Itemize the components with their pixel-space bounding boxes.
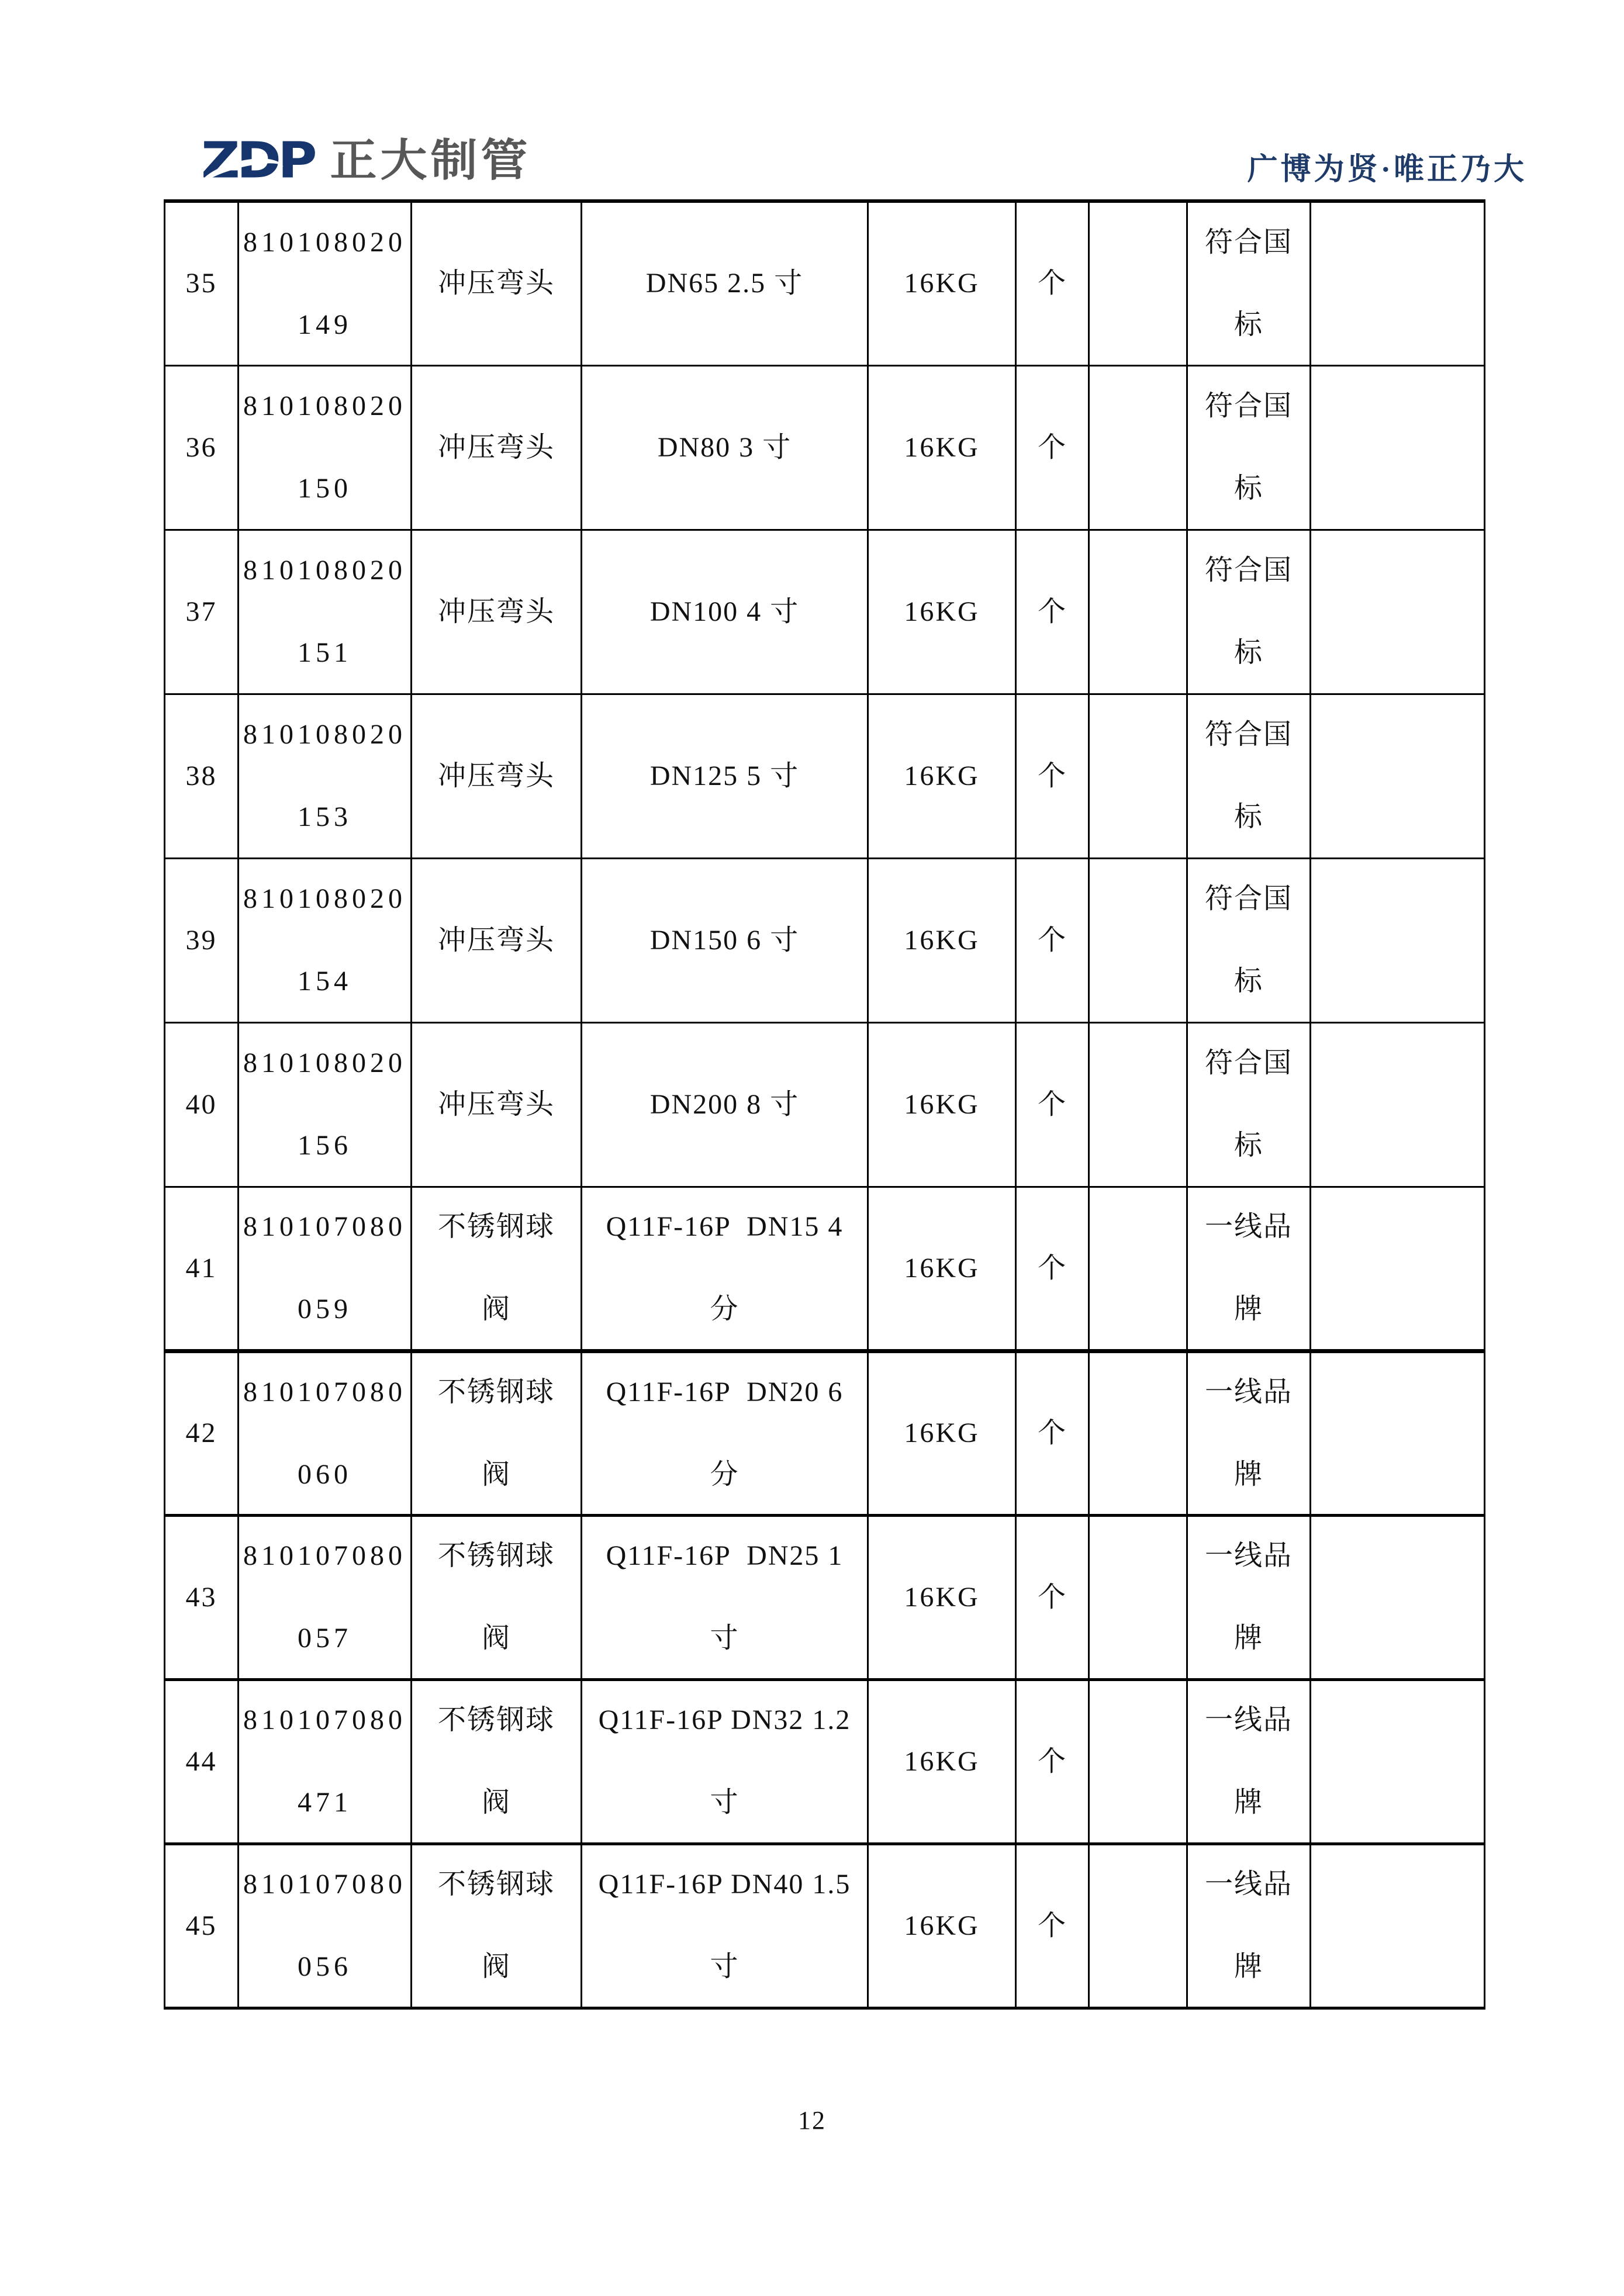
- cell-line: 阀: [481, 1294, 511, 1325]
- cell-name: [412, 365, 582, 530]
- cell-code: [239, 365, 412, 530]
- cell-line: 156: [298, 1130, 352, 1161]
- cell-quantity: [1089, 530, 1187, 694]
- cell-unit: [1016, 694, 1089, 858]
- cell-line: 16KG: [904, 924, 980, 956]
- cell-line: 810107080: [243, 1869, 406, 1900]
- cell-index: [165, 1515, 239, 1679]
- table-row: [165, 201, 1485, 365]
- cell-line: 标: [1233, 637, 1263, 668]
- cell-line: DN200 8 寸: [649, 1088, 800, 1120]
- cell-line: 牌: [1233, 1294, 1263, 1325]
- cell-line: DN65 2.5 寸: [645, 268, 804, 299]
- cell-remark: [1311, 1022, 1485, 1187]
- cell-line: 810107080: [243, 1376, 406, 1408]
- cell-quantity: [1089, 1844, 1187, 2008]
- cell-quantity: [1089, 1515, 1187, 1679]
- cell-name: [412, 201, 582, 365]
- cell-line: 149: [298, 309, 352, 340]
- cell-brand: [1187, 1022, 1311, 1187]
- cell-pressure: [868, 694, 1016, 858]
- cell-quantity: [1089, 1187, 1187, 1351]
- cell-line: 标: [1233, 966, 1263, 997]
- cell-unit: [1016, 858, 1089, 1022]
- cell-line: 16KG: [904, 1910, 980, 1941]
- cell-index: [165, 1187, 239, 1351]
- table-row: [165, 365, 1485, 530]
- cell-line: 不锈钢球: [437, 1376, 555, 1408]
- cell-remark: [1311, 1515, 1485, 1679]
- cell-line: 标: [1233, 1130, 1263, 1161]
- cell-line: 一线品: [1204, 1869, 1293, 1900]
- cell-unit: [1016, 201, 1089, 365]
- cell-index: [165, 1022, 239, 1187]
- cell-pressure: [868, 1844, 1016, 2008]
- cell-brand: [1187, 1844, 1311, 2008]
- cell-line: 一线品: [1204, 1376, 1293, 1408]
- cell-line: 057: [298, 1623, 352, 1654]
- cell-index: [165, 1351, 239, 1515]
- cell-index: [165, 530, 239, 694]
- zdp-logo-text: ZDP: [201, 132, 314, 189]
- cell-quantity: [1089, 694, 1187, 858]
- cell-line: 35: [185, 268, 217, 299]
- cell-spec: [582, 1022, 868, 1187]
- cell-line: 阀: [481, 1458, 511, 1490]
- cell-pressure: [868, 1351, 1016, 1515]
- cell-line: 16KG: [904, 1581, 980, 1613]
- cell-line: Q11F-16P DN15 4: [606, 1211, 844, 1242]
- cell-pressure: [868, 1022, 1016, 1187]
- cell-line: 阀: [481, 1951, 511, 1982]
- cell-line: 36: [185, 431, 217, 463]
- cell-line: 个: [1037, 1581, 1067, 1613]
- cell-brand: [1187, 1679, 1311, 1844]
- cell-code: [239, 1351, 412, 1515]
- cell-pressure: [868, 1679, 1016, 1844]
- cell-line: 810108020: [243, 883, 406, 914]
- cell-spec: [582, 201, 868, 365]
- cell-code: [239, 1679, 412, 1844]
- table-row: [165, 694, 1485, 858]
- cell-line: 150: [298, 473, 352, 504]
- cell-line: 个: [1037, 1745, 1067, 1777]
- cell-brand: [1187, 1351, 1311, 1515]
- cell-line: 冲压弯头: [437, 760, 555, 791]
- cell-name: [412, 858, 582, 1022]
- cell-line: 寸: [710, 1951, 740, 1982]
- cell-line: 牌: [1233, 1623, 1263, 1654]
- cell-line: 056: [298, 1951, 352, 1982]
- cell-line: 冲压弯头: [437, 431, 555, 463]
- cell-name: [412, 1022, 582, 1187]
- cell-line: 810108020: [243, 555, 406, 586]
- cell-pressure: [868, 530, 1016, 694]
- cell-code: [239, 201, 412, 365]
- cell-line: 分: [710, 1294, 740, 1325]
- cell-spec: [582, 1351, 868, 1515]
- table-row: [165, 1515, 1485, 1679]
- cell-line: Q11F-16P DN25 1: [606, 1540, 844, 1571]
- cell-line: 42: [185, 1417, 217, 1448]
- cell-line: 16KG: [904, 1088, 980, 1120]
- cell-remark: [1311, 694, 1485, 858]
- cell-quantity: [1089, 201, 1187, 365]
- table-row: [165, 858, 1485, 1022]
- cell-line: 牌: [1233, 1951, 1263, 1982]
- cell-line: 符合国: [1204, 719, 1293, 750]
- page-number: 12: [798, 2106, 826, 2135]
- cell-code: [239, 1187, 412, 1351]
- cell-name: [412, 1515, 582, 1679]
- cell-quantity: [1089, 1022, 1187, 1187]
- cell-pressure: [868, 1515, 1016, 1679]
- cell-spec: [582, 1515, 868, 1679]
- cell-name: [412, 1187, 582, 1351]
- cell-brand: [1187, 858, 1311, 1022]
- zdp-logo-mark: [201, 132, 314, 189]
- cell-line: DN125 5 寸: [649, 760, 800, 791]
- cell-line: 符合国: [1204, 1047, 1293, 1078]
- cell-line: 标: [1233, 801, 1263, 832]
- cell-line: 16KG: [904, 1417, 980, 1448]
- cell-remark: [1311, 1844, 1485, 2008]
- cell-line: 个: [1037, 1088, 1067, 1120]
- cell-line: 16KG: [904, 1252, 980, 1284]
- cell-brand: [1187, 694, 1311, 858]
- page-footer: [0, 2105, 1624, 2135]
- cell-unit: [1016, 1022, 1089, 1187]
- cell-remark: [1311, 201, 1485, 365]
- cell-line: 个: [1037, 1417, 1067, 1448]
- cell-spec: [582, 365, 868, 530]
- cell-line: 冲压弯头: [437, 596, 555, 627]
- cell-index: [165, 365, 239, 530]
- cell-line: 寸: [710, 1623, 740, 1654]
- cell-line: 38: [185, 760, 217, 791]
- cell-line: 16KG: [904, 1745, 980, 1777]
- cell-line: 16KG: [904, 431, 980, 463]
- cell-unit: [1016, 530, 1089, 694]
- cell-name: [412, 694, 582, 858]
- cell-line: 个: [1037, 431, 1067, 463]
- cell-line: DN100 4 寸: [649, 596, 800, 627]
- cell-line: 分: [710, 1458, 740, 1490]
- cell-line: Q11F-16P DN40 1.5: [598, 1869, 851, 1900]
- table-row: [165, 1187, 1485, 1351]
- table-row: [165, 530, 1485, 694]
- cell-remark: [1311, 858, 1485, 1022]
- cell-name: [412, 530, 582, 694]
- cell-index: [165, 694, 239, 858]
- cell-unit: [1016, 1844, 1089, 2008]
- cell-line: 16KG: [904, 596, 980, 627]
- cell-line: 060: [298, 1458, 352, 1490]
- cell-line: 标: [1233, 473, 1263, 504]
- cell-line: 个: [1037, 1252, 1067, 1284]
- company-logo: [201, 132, 531, 189]
- cell-code: [239, 1515, 412, 1679]
- cell-index: [165, 201, 239, 365]
- cell-quantity: [1089, 1679, 1187, 1844]
- cell-line: 一线品: [1204, 1211, 1293, 1242]
- cell-line: 40: [185, 1088, 217, 1120]
- cell-line: 810107080: [243, 1704, 406, 1735]
- cell-line: 154: [298, 966, 352, 997]
- cell-line: 符合国: [1204, 226, 1293, 258]
- cell-line: 43: [185, 1581, 217, 1613]
- cell-remark: [1311, 1351, 1485, 1515]
- cell-unit: [1016, 1679, 1089, 1844]
- cell-pressure: [868, 858, 1016, 1022]
- cell-quantity: [1089, 1351, 1187, 1515]
- cell-line: 不锈钢球: [437, 1540, 555, 1571]
- cell-remark: [1311, 530, 1485, 694]
- cell-brand: [1187, 201, 1311, 365]
- cell-brand: [1187, 1515, 1311, 1679]
- cell-line: 16KG: [904, 760, 980, 791]
- cell-line: 符合国: [1204, 555, 1293, 586]
- cell-spec: [582, 858, 868, 1022]
- cell-line: 符合国: [1204, 390, 1293, 421]
- cell-line: 不锈钢球: [437, 1704, 555, 1735]
- cell-unit: [1016, 1187, 1089, 1351]
- cell-spec: [582, 1679, 868, 1844]
- cell-spec: [582, 1187, 868, 1351]
- cell-line: 810108020: [243, 226, 406, 258]
- cell-line: 符合国: [1204, 883, 1293, 914]
- cell-line: 阀: [481, 1787, 511, 1818]
- table-row: [165, 1844, 1485, 2008]
- cell-line: 810107080: [243, 1211, 406, 1242]
- cell-line: 不锈钢球: [437, 1869, 555, 1900]
- cell-line: 44: [185, 1745, 217, 1777]
- cell-line: 个: [1037, 924, 1067, 956]
- cell-line: 39: [185, 924, 217, 956]
- cell-line: 个: [1037, 596, 1067, 627]
- cell-line: 冲压弯头: [437, 924, 555, 956]
- cell-code: [239, 858, 412, 1022]
- company-tagline: 广博为贤·唯正乃大: [1247, 153, 1527, 186]
- cell-unit: [1016, 365, 1089, 530]
- cell-brand: [1187, 530, 1311, 694]
- cell-line: 810107080: [243, 1540, 406, 1571]
- table-row: [165, 1022, 1485, 1187]
- table-row: [165, 1351, 1485, 1515]
- cell-line: 个: [1037, 268, 1067, 299]
- company-name: 正大制管: [330, 134, 531, 186]
- cell-pressure: [868, 365, 1016, 530]
- cell-line: 37: [185, 596, 217, 627]
- cell-line: 810108020: [243, 719, 406, 750]
- cell-pressure: [868, 1187, 1016, 1351]
- cell-line: 151: [298, 637, 352, 668]
- cell-line: 471: [298, 1787, 352, 1818]
- cell-brand: [1187, 365, 1311, 530]
- cell-name: [412, 1351, 582, 1515]
- product-table: [164, 199, 1485, 2010]
- cell-quantity: [1089, 858, 1187, 1022]
- cell-line: 冲压弯头: [437, 1088, 555, 1120]
- cell-spec: [582, 1844, 868, 2008]
- cell-name: [412, 1679, 582, 1844]
- cell-line: 寸: [710, 1787, 740, 1818]
- cell-line: 牌: [1233, 1458, 1263, 1490]
- cell-line: 810108020: [243, 390, 406, 421]
- cell-line: Q11F-16P DN20 6: [606, 1376, 844, 1408]
- cell-code: [239, 1022, 412, 1187]
- cell-line: 不锈钢球: [437, 1211, 555, 1242]
- cell-line: 16KG: [904, 268, 980, 299]
- cell-spec: [582, 530, 868, 694]
- cell-line: 个: [1037, 760, 1067, 791]
- page-header: [0, 0, 1624, 199]
- cell-index: [165, 1844, 239, 2008]
- cell-line: 810108020: [243, 1047, 406, 1078]
- cell-index: [165, 1679, 239, 1844]
- cell-brand: [1187, 1187, 1311, 1351]
- cell-line: 059: [298, 1294, 352, 1325]
- cell-line: Q11F-16P DN32 1.2: [598, 1704, 851, 1735]
- cell-remark: [1311, 1187, 1485, 1351]
- cell-code: [239, 530, 412, 694]
- cell-line: 41: [185, 1252, 217, 1284]
- cell-line: 45: [185, 1910, 217, 1941]
- cell-line: 个: [1037, 1910, 1067, 1941]
- cell-code: [239, 694, 412, 858]
- cell-line: 牌: [1233, 1787, 1263, 1818]
- cell-remark: [1311, 365, 1485, 530]
- cell-pressure: [868, 201, 1016, 365]
- cell-unit: [1016, 1515, 1089, 1679]
- table-row: [165, 1679, 1485, 1844]
- cell-code: [239, 1844, 412, 2008]
- cell-line: DN150 6 寸: [649, 924, 800, 956]
- cell-line: 一线品: [1204, 1704, 1293, 1735]
- cell-line: DN80 3 寸: [657, 431, 792, 463]
- cell-remark: [1311, 1679, 1485, 1844]
- cell-line: 一线品: [1204, 1540, 1293, 1571]
- cell-line: 阀: [481, 1623, 511, 1654]
- order-table-body: [165, 201, 1485, 2008]
- cell-spec: [582, 694, 868, 858]
- cell-quantity: [1089, 365, 1187, 530]
- cell-line: 153: [298, 801, 352, 832]
- cell-line: 标: [1233, 309, 1263, 340]
- cell-line: 冲压弯头: [437, 268, 555, 299]
- cell-index: [165, 858, 239, 1022]
- cell-name: [412, 1844, 582, 2008]
- cell-unit: [1016, 1351, 1089, 1515]
